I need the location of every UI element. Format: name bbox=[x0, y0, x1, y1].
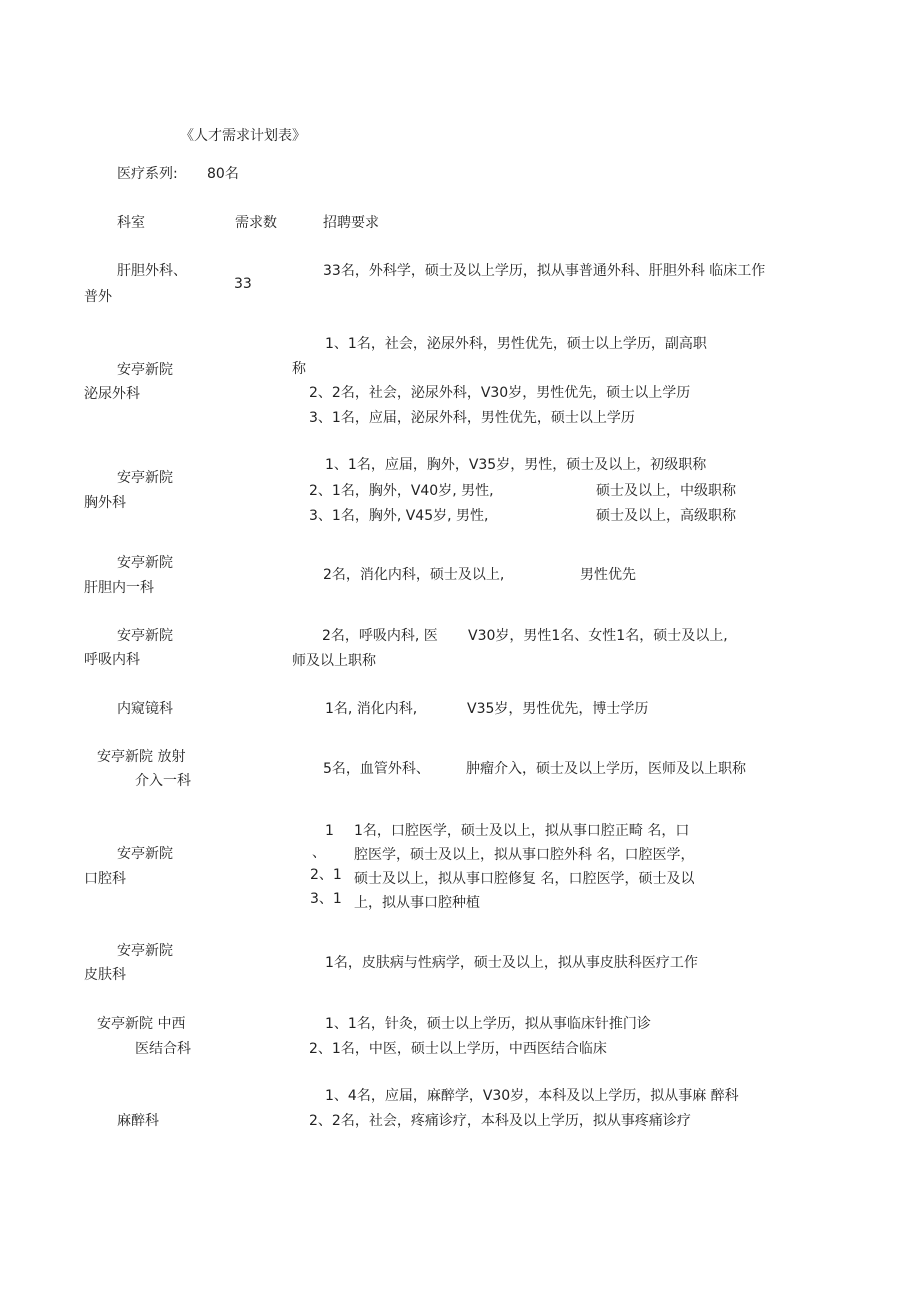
row-quota: 33 bbox=[234, 276, 252, 292]
row-department-line: 口腔科 bbox=[84, 871, 126, 887]
row-requirement-line: 2名，消化内科，硕士及以上, bbox=[323, 567, 505, 583]
row-requirement-line: V30岁，男性1名、女性1名，硕士及以上, bbox=[468, 628, 728, 644]
row-requirement-line: 1、1名，应届，胸外，V35岁，男性，硕士及以上，初级职称 bbox=[325, 457, 707, 473]
row-department-line: 安亭新院 bbox=[117, 555, 173, 571]
row-department-line: 安亭新院 bbox=[117, 362, 173, 378]
row-department-line: 肝胆外科、 bbox=[117, 263, 187, 279]
row-department-line: 胸外科 bbox=[84, 495, 126, 511]
series-count: 80名 bbox=[207, 166, 239, 182]
row-department-line: 医结合科 bbox=[135, 1041, 191, 1057]
row-requirement-line: 5名，血管外科、 bbox=[323, 761, 430, 777]
row-requirement-line: 上，拟从事口腔种植 bbox=[354, 895, 480, 911]
row-requirement-line: 2名，呼吸内科, 医 bbox=[322, 628, 438, 644]
row-requirement-line: 硕士及以上，中级职称 bbox=[596, 483, 736, 499]
row-department-line: 泌尿外科 bbox=[84, 386, 140, 402]
row-requirement-line: 2、1名，中医，硕士以上学历，中西医结合临床 bbox=[309, 1041, 607, 1057]
row-requirement-line: 1名，口腔医学，硕士及以上，拟从事口腔正畸 名，口 bbox=[354, 823, 690, 839]
row-department-line: 安亭新院 bbox=[117, 846, 173, 862]
row-requirement-line: 1、4名，应届，麻醉学，V30岁，本科及以上学历，拟从事麻 醉科 bbox=[325, 1088, 739, 1104]
row-department-line: 呼吸内科 bbox=[84, 652, 140, 668]
row-requirement-line: 33名，外科学，硕士及以上学历，拟从事普通外科、肝胆外科 临床工作 bbox=[323, 263, 766, 279]
row-department-line: 安亭新院 放射 bbox=[97, 749, 186, 765]
row-requirement-line: 2、2名，社会，泌尿外科，V30岁，男性优先，硕士以上学历 bbox=[309, 385, 691, 401]
row-number-line: 2、1 bbox=[310, 867, 342, 883]
row-requirement-line: 3、1名，胸外, V45岁, 男性, bbox=[309, 508, 489, 524]
row-department-line: 安亭新院 中西 bbox=[97, 1016, 186, 1032]
row-department-line: 肝胆内一科 bbox=[84, 580, 154, 596]
row-department-line: 安亭新院 bbox=[117, 470, 173, 486]
row-requirement-line: 称 bbox=[292, 361, 306, 377]
row-requirement-line: 3、1名，应届，泌尿外科，男性优先，硕士以上学历 bbox=[309, 410, 635, 426]
row-requirement-line: 男性优先 bbox=[580, 567, 636, 583]
row-requirement-line: 2、1名，胸外，V40岁, 男性, bbox=[309, 483, 494, 499]
row-department-line: 皮肤科 bbox=[84, 967, 126, 983]
row-department-line: 介入一科 bbox=[135, 773, 191, 789]
row-requirement-line: 1名，皮肤病与性病学，硕士及以上，拟从事皮肤科医疗工作 bbox=[325, 955, 698, 971]
document-title: 《人才需求计划表》 bbox=[180, 128, 306, 144]
row-requirement-line: 2、2名，社会，疼痛诊疗，本科及以上学历，拟从事疼痛诊疗 bbox=[309, 1113, 691, 1129]
row-department-line: 安亭新院 bbox=[117, 628, 173, 644]
row-department-line: 普外 bbox=[84, 289, 112, 305]
row-requirement-line: 硕士及以上，高级职称 bbox=[596, 508, 736, 524]
row-department-line: 麻醉科 bbox=[117, 1113, 159, 1129]
row-requirement-line: 1、1名，针灸，硕士以上学历，拟从事临床针推门诊 bbox=[325, 1016, 651, 1032]
row-requirement-line: 硕士及以上，拟从事口腔修复 名，口腔医学，硕士及以 bbox=[354, 871, 695, 887]
row-number-line: 1 bbox=[325, 823, 334, 839]
row-number-line: 、 bbox=[312, 845, 326, 861]
row-department-line: 安亭新院 bbox=[117, 943, 173, 959]
row-requirement-line: 师及以上职称 bbox=[292, 653, 376, 669]
header-requirements: 招聘要求 bbox=[323, 215, 379, 231]
row-number-line: 3、1 bbox=[310, 891, 342, 907]
series-label: 医疗系列: bbox=[117, 166, 178, 182]
row-requirement-line: 肿瘤介入，硕士及以上学历，医师及以上职称 bbox=[466, 761, 746, 777]
row-requirement-line: V35岁，男性优先，博士学历 bbox=[467, 701, 649, 717]
row-requirement-line: 腔医学，硕士及以上，拟从事口腔外科 名，口腔医学， bbox=[354, 847, 695, 863]
row-department-line: 内窥镜科 bbox=[117, 701, 173, 717]
row-requirement-line: 1名, 消化内科, bbox=[325, 701, 418, 717]
header-department: 科室 bbox=[117, 215, 145, 231]
header-quota: 需求数 bbox=[235, 215, 277, 231]
row-requirement-line: 1、1名，社会，泌尿外科，男性优先，硕士以上学历，副高职 bbox=[325, 336, 707, 352]
